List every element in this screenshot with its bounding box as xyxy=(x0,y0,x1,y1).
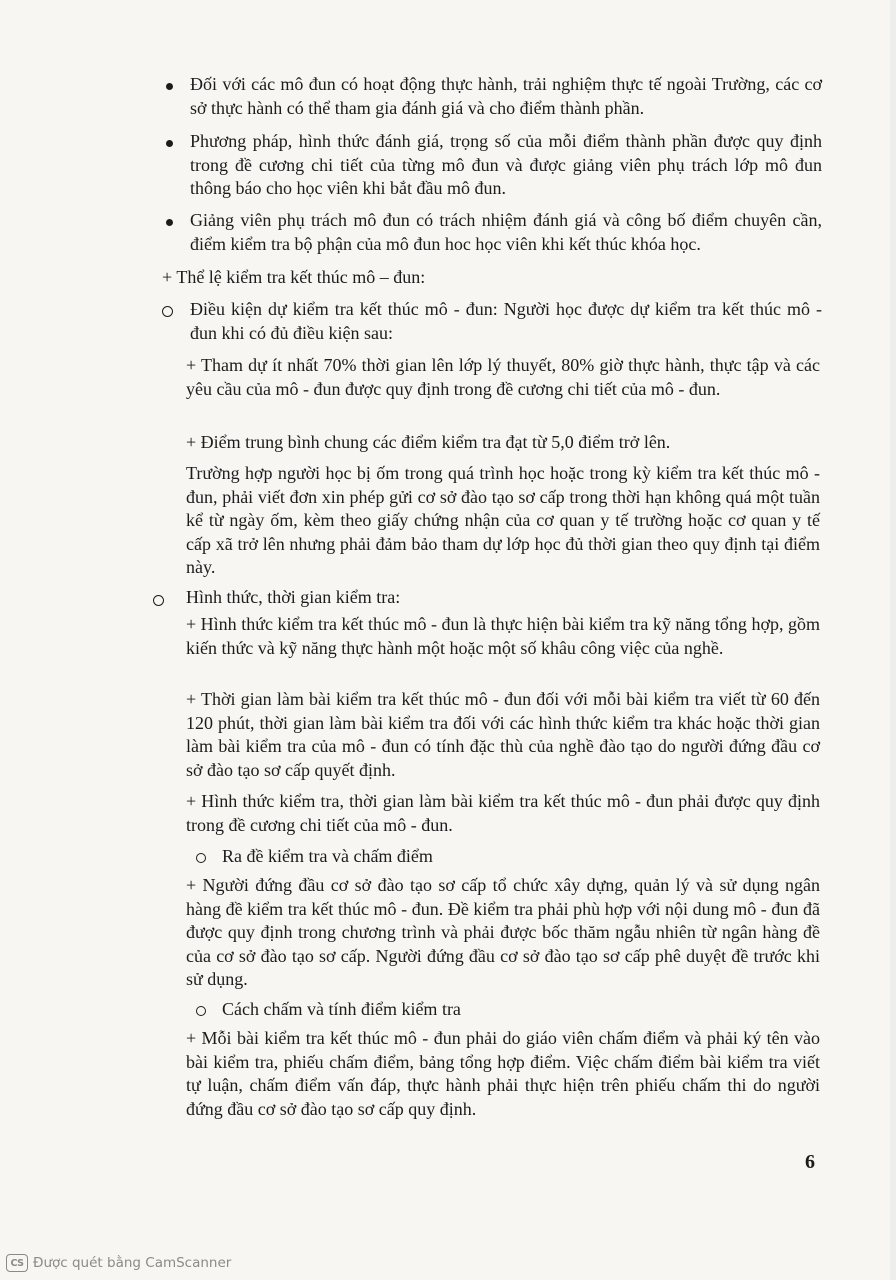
circle-bullet-icon xyxy=(196,853,206,863)
subsection-heading: Điều kiện dự kiểm tra kết thúc mô - đun: Người học được dự kiểm tra kết thúc mô - đun khi có đủ điều kiện sau: xyxy=(190,299,822,343)
page-edge-shadow xyxy=(890,0,896,1280)
subsection-heading: Ra đề kiểm tra và chấm điểm xyxy=(222,846,433,866)
paragraph: + Tham dự ít nhất 70% thời gian lên lớp lý thuyết, 80% giờ thực hành, thực tập và các yêu cầu của mô - đun được quy định trong đề cương chi tiết của mô - đun. xyxy=(186,355,820,399)
watermark-text: Được quét bằng CamScanner xyxy=(33,1255,232,1271)
bullet-icon xyxy=(166,83,173,90)
paragraph: + Điểm trung bình chung các điểm kiểm tra đạt từ 5,0 điểm trở lên. xyxy=(186,432,671,452)
camscanner-watermark xyxy=(6,1252,231,1274)
circle-bullet-icon xyxy=(153,595,164,606)
circle-bullet-icon xyxy=(196,1006,206,1016)
bullet-icon xyxy=(166,140,173,147)
section-heading: + Thể lệ kiểm tra kết thúc mô – đun: xyxy=(162,267,426,287)
camscanner-logo-icon: CS xyxy=(6,1254,28,1272)
bullet-item: Phương pháp, hình thức đánh giá, trọng số của mỗi điểm thành phần được quy định trong đề cương chi tiết của từng mô đun và được giảng viên phụ trách lớp mô đun thông báo cho học viên khi bắt đầu mô đun. xyxy=(190,131,822,198)
page-number: 6 xyxy=(805,1151,815,1173)
bullet-item: Đối với các mô đun có hoạt động thực hành, trải nghiệm thực tế ngoài Trường, các cơ sở thực hành có thể tham gia đánh giá và cho điểm thành phần. xyxy=(190,74,822,118)
circle-bullet-icon xyxy=(162,306,173,317)
bullet-icon xyxy=(166,219,173,226)
paragraph: + Mỗi bài kiểm tra kết thúc mô - đun phải do giáo viên chấm điểm và phải ký tên vào bài kiểm tra, phiếu chấm điểm, bảng tổng hợp điểm. Việc chấm điểm bài kiểm tra viết tự luận, chấm điểm vấn đáp, thực hành phải thực hiện trên phiếu chấm thi do người đứng đầu cơ sở đào tạo sơ cấp quy định. xyxy=(186,1028,820,1119)
bullet-item: Giảng viên phụ trách mô đun có trách nhiệm đánh giá và công bố điểm chuyên cần, điểm kiểm tra bộ phận của mô đun hoc học viên khi kết thúc khóa học. xyxy=(190,210,822,254)
subsection-heading: Hình thức, thời gian kiểm tra: xyxy=(186,587,401,607)
paragraph: + Hình thức kiểm tra, thời gian làm bài kiểm tra kết thúc mô - đun phải được quy định trong đề cương chi tiết của mô - đun. xyxy=(186,791,820,835)
paragraph: + Hình thức kiểm tra kết thúc mô - đun là thực hiện bài kiểm tra kỹ năng tổng hợp, gồm kiến thức và kỹ năng thực hành một hoặc một số khâu công việc của nghề. xyxy=(186,614,820,658)
subsection-heading: Cách chấm và tính điểm kiểm tra xyxy=(222,999,461,1019)
paragraph: Trường hợp người học bị ốm trong quá trình học hoặc trong kỳ kiểm tra kết thúc mô - đun, phải viết đơn xin phép gửi cơ sở đào tạo sơ cấp trong thời hạn không quá một tuần kể từ ngày ốm, kèm theo giấy chứng nhận của cơ quan y tế trường hoặc cơ quan y tế cấp xã trở lên nhưng phải đảm bảo tham dự lớp học đủ thời gian theo quy định tại điểm này. xyxy=(186,463,820,577)
paragraph: + Thời gian làm bài kiểm tra kết thúc mô - đun đối với mỗi bài kiểm tra viết từ 60 đến 120 phút, thời gian làm bài kiểm tra đối với các hình thức kiểm tra khác hoặc thời gian làm bài kiểm tra của mô - đun có tính đặc thù của nghề đào tạo do người đứng đầu cơ sở đào tạo sơ cấp quyết định. xyxy=(186,689,820,780)
paragraph: + Người đứng đầu cơ sở đào tạo sơ cấp tổ chức xây dựng, quản lý và sử dụng ngân hàng đề kiểm tra kết thúc mô - đun. Đề kiểm tra phải phù hợp với nội dung mô - đun đã được quy định trong chương trình và phải được bốc thăm ngẫu nhiên từ ngân hàng đề của cơ sở đào tạo sơ cấp. Người đứng đầu cơ sở đào tạo sơ cấp phê duyệt đề trước khi sử dụng. xyxy=(186,875,820,989)
